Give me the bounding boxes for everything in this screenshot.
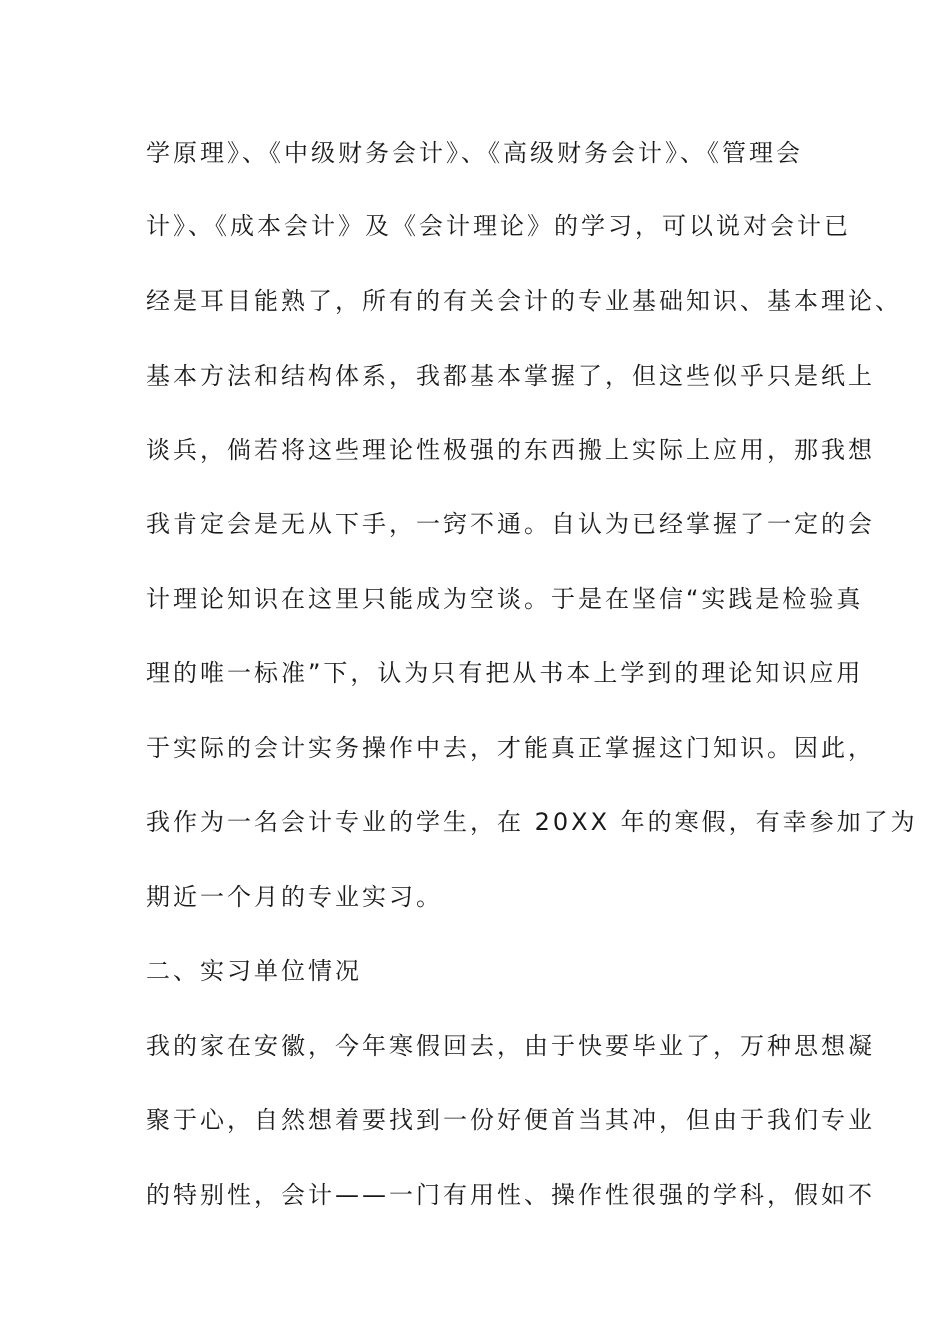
body-line: 于实际的会计实务操作中去，才能真正掌握这门知识。因此， (146, 734, 875, 762)
body-line: 学原理》、《中级财务会计》、《高级财务会计》、《管理会 (146, 139, 803, 167)
body-line: 我肯定会是无从下手，一窍不通。自认为已经掌握了一定的会 (146, 510, 875, 538)
body-line: 基本方法和结构体系，我都基本掌握了，但这些似乎只是纸上 (146, 362, 875, 390)
body-line: 理的唯一标准”下，认为只有把从书本上学到的理论知识应用 (146, 659, 864, 687)
body-line: 计》、《成本会计》及《会计理论》的学习，可以说对会计已 (146, 212, 851, 240)
body-line: 聚于心，自然想着要找到一份好便首当其冲，但由于我们专业 (146, 1106, 875, 1134)
body-line: 的特别性，会计——一门有用性、操作性很强的学科，假如不 (146, 1181, 875, 1209)
body-line: 计理论知识在这里只能成为空谈。于是在坚信“实践是检验真 (146, 585, 864, 613)
body-line: 经是耳目能熟了，所有的有关会计的专业基础知识、基本理论、 (146, 287, 902, 315)
body-line: 我作为一名会计专业的学生，在 20XX 年的寒假，有幸参加了为 (146, 808, 918, 836)
body-line: 期近一个月的专业实习。 (146, 883, 443, 911)
body-line: 我的家在安徽，今年寒假回去，由于快要毕业了，万种思想凝 (146, 1032, 875, 1060)
body-line: 谈兵，倘若将这些理论性极强的东西搬上实际上应用，那我想 (146, 436, 875, 464)
section-heading: 二、实习单位情况 (146, 957, 362, 985)
